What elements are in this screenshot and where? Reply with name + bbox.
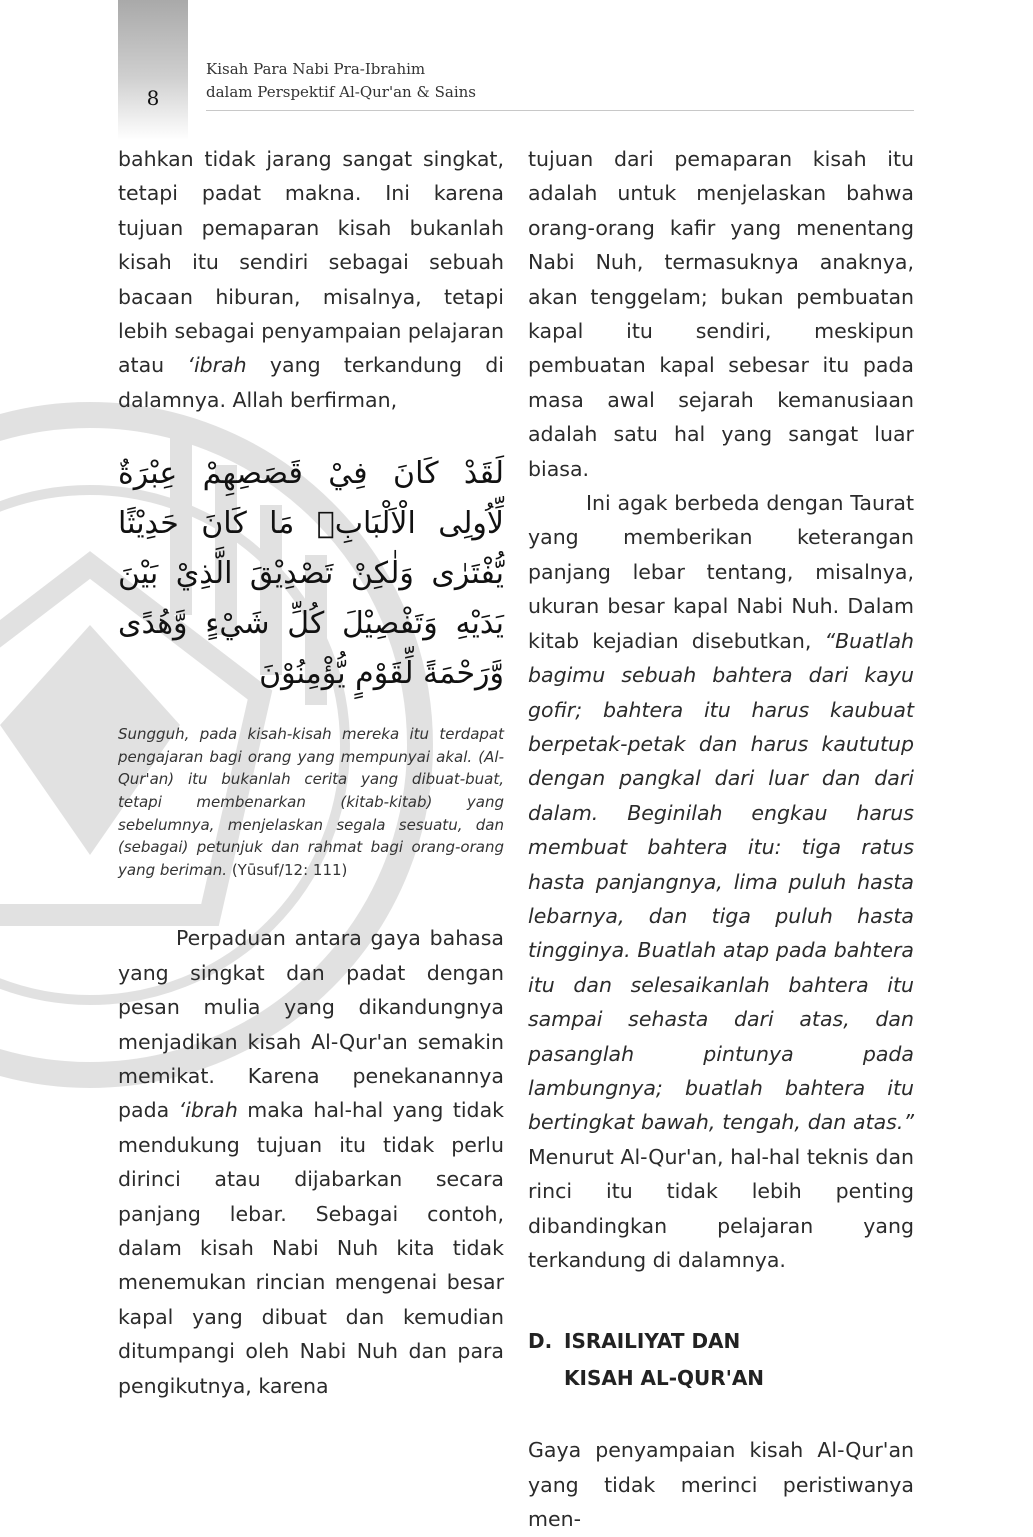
left-paragraph-2-italic: ‘ibrah [178,1098,238,1123]
arabic-verse: لَقَدْ كَانَ فِيْ قَصَصِهِمْ عِبْرَةٌ لِّاُولِى الْاَلْبَابِۗ مَا كَانَ حَدِيْثًا يُّفْتَرٰى وَلٰكِنْ تَصْدِيْقَ الَّذِيْ بَيْنَ يَدَيْهِ وَتَفْصِيْلَ كُلِّ شَيْءٍ وَّهُدًى وَّرَحْمَةً لِّقَوْمٍ يُّؤْمِنُوْنَ [118,456,504,692]
right-paragraph-2 [528,486,914,1277]
page-tab [118,0,188,140]
left-paragraph-2-text: Perpaduan antara gaya bahasa yang singkat dan padat dengan pesan mulia yang dikandungnya menjadikan kisah Al-Qur'an semakin memikat. Karena penekanannya pada [118,926,504,1123]
genesis-quote: “Buatlah bagimu sebuah bahtera dari kayu gofir; bahtera itu harus kaubuat berpetak-petak dan harus kaututup dengan pangkal dari luar dan dari dalam. Beginilah engkau harus membuat bahtera itu: tiga ratus hasta panjangnya, lima puluh hasta lebarnya, dan tiga puluh hasta tingginya. Buatlah atap pada bahtera itu dan selesaikanlah bahtera itu sampai sehasta dari atas, dan pasanglah pintunya pada lambungnya; buatlah bahtera itu bertingkat bawah, tengah, dan atas.” [528,628,914,1135]
left-paragraph-1-end: yang terkandung di dalamnya. Allah berfirman, [118,353,504,412]
section-title-line2: KISAH AL-QUR'AN [564,1366,765,1391]
right-paragraph-2-text: Ini agak berbeda dengan Taurat yang memberikan keterangan panjang lebar tentang, misalnya, ukuran besar kapal Nabi Nuh. Dalam kitab kejadian disebutkan, [528,491,914,653]
page-number: 8 [146,86,160,110]
left-paragraph-1 [118,142,504,417]
right-paragraph-1: tujuan dari pemaparan kisah itu adalah untuk menjelaskan bahwa orang-orang kafir yang menentang Nabi Nuh, termasuknya anaknya, akan tenggelam; bukan pembuatan kapal itu sendiri, meskipun pembuatan kapal sebesar itu pada masa awal sejarah kemanusiaan adalah satu hal yang sangat luar biasa. [528,147,914,481]
running-header-line2: dalam Perspektif Al-Qur'an & Sains [206,83,476,101]
left-paragraph-2 [118,921,504,1403]
left-paragraph-2-end: maka hal-hal yang tidak mendukung tujuan itu tidak perlu dirinci atau dijabarkan secara panjang lebar. Sebagai contoh, dalam kisah Nabi Nuh kita tidak menemukan rincian mengenai besar kapal yang dibuat dan kemudian ditumpangi oleh Nabi Nuh dan para pengikutnya, karena [118,1098,505,1398]
running-header [206,58,914,111]
verse-reference: (Yūsuf/12: 111) [231,860,348,879]
running-header-line1: Kisah Para Nabi Pra-Ibrahim [206,60,426,78]
section-number: D. [528,1329,553,1354]
section-title-line1: ISRAILIYAT DAN [564,1329,741,1354]
right-paragraph-2-end: Menurut Al-Qur'an, hal-hal teknis dan rinci itu tidak lebih penting dibandingkan pelajaran yang terkandung di dalamnya. [528,1144,914,1272]
right-column [528,142,914,1537]
left-paragraph-1-italic: ‘ibrah [187,353,247,378]
left-column [118,142,504,1403]
verse-translation-text: Sungguh, pada kisah-kisah mereka itu terdapat pengajaran bagi orang yang mempunyai akal. (Al-Qur'an) itu bukanlah cerita yang dibuat-buat, tetapi membenarkan (kitab-kitab) yang sebelumnya, menjelaskan segala sesuatu, dan (sebagai) petunjuk dan rahmat bagi orang-orang yang beriman. [118,725,504,879]
section-heading [528,1323,914,1397]
verse-translation [118,723,504,881]
left-paragraph-1-text: bahkan tidak jarang sangat singkat, tetapi padat makna. Ini karena tujuan pemaparan kisah bukanlah kisah itu sendiri sebagai sebuah bacaan hiburan, misalnya, tetapi lebih sebagai penyampaian pelajaran atau [118,147,504,378]
right-paragraph-3: Gaya penyampaian kisah Al-Qur'an yang tidak merinci peristiwanya men- [528,1438,914,1532]
